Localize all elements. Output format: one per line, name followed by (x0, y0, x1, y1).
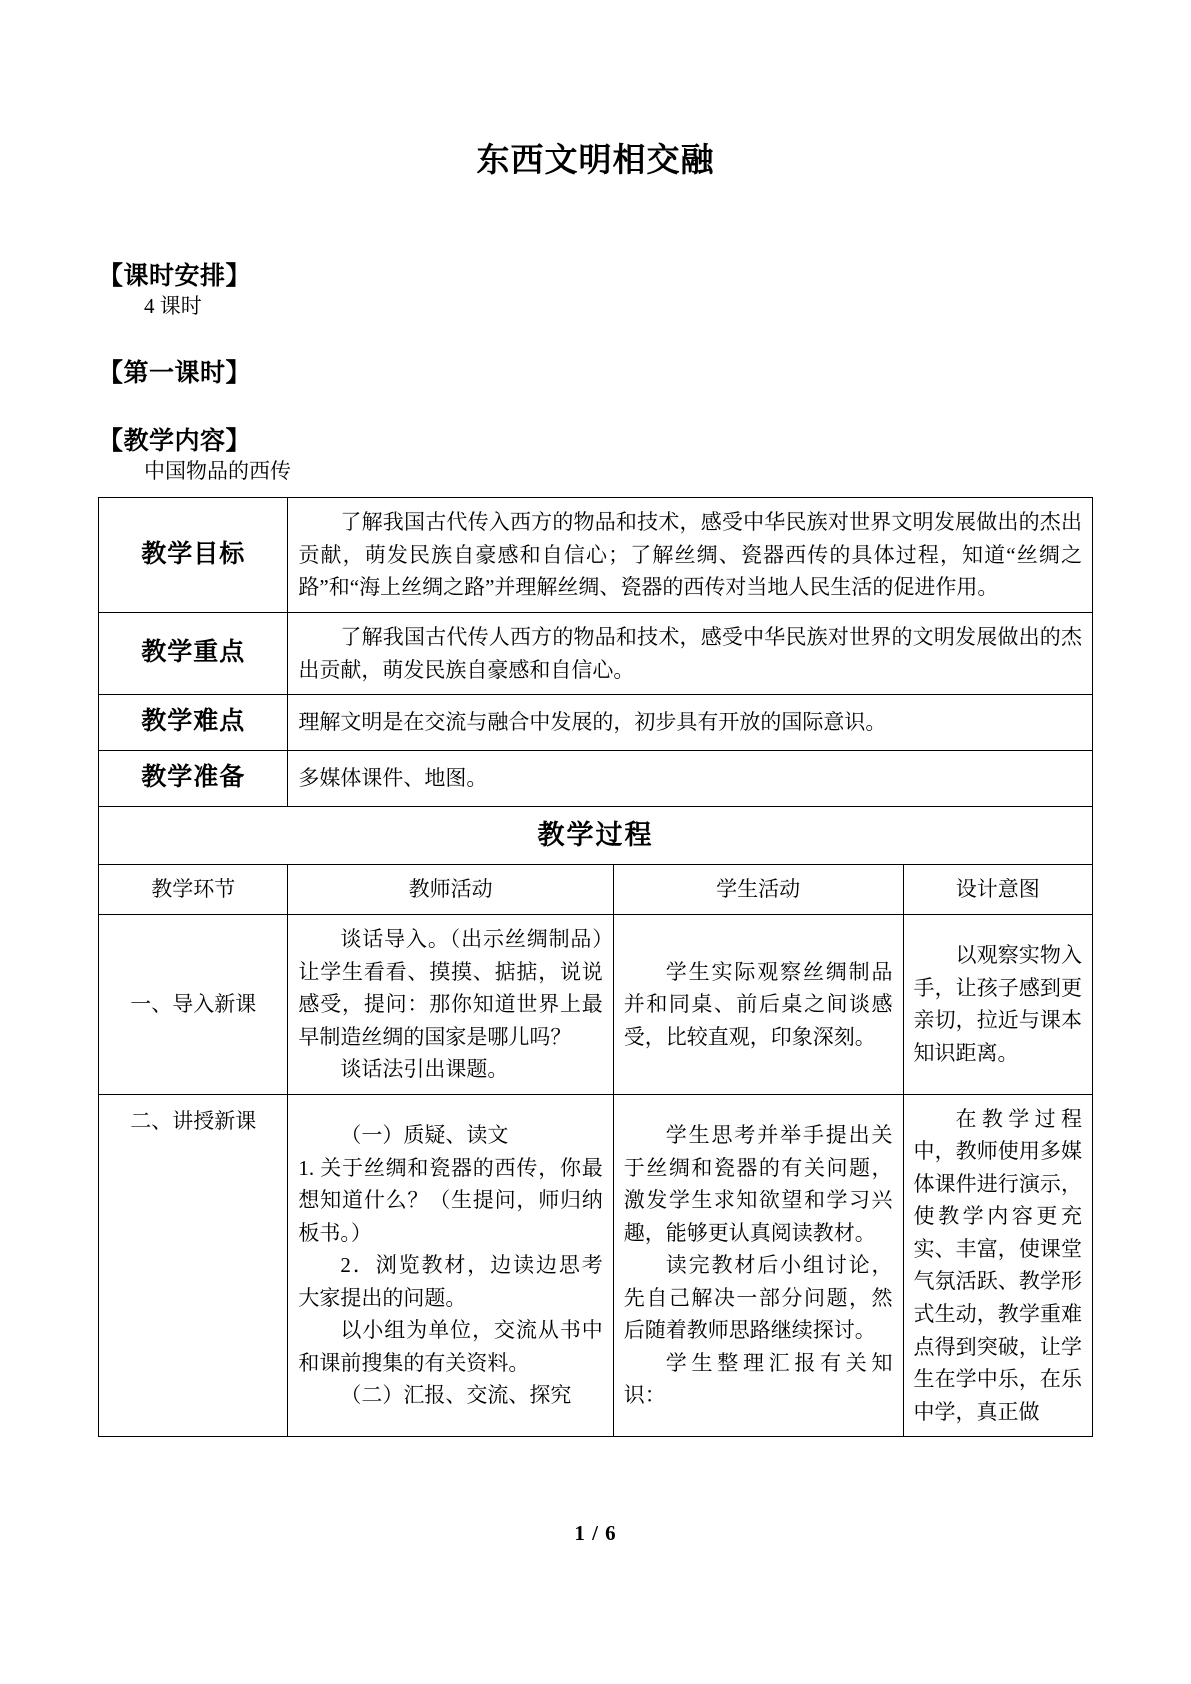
teacher-activity-2-p2: 1. 关于丝绸和瓷器的西传，你最想知道什么？（生提问，师归纳板书。） (298, 1155, 603, 1245)
column-header-student-activity: 学生活动 (613, 865, 903, 915)
class-schedule-value: 4 课时 (144, 294, 202, 319)
column-header-stage: 教学环节 (99, 865, 288, 915)
table-row-difficulty (99, 695, 1093, 751)
teacher-activity-2-p1: （一）质疑、读文 (340, 1122, 509, 1147)
lesson-plan-table (98, 497, 1093, 1437)
student-activity-2-p3: 学生整理汇报有关知识： (623, 1350, 893, 1408)
student-activity-1 (613, 914, 903, 1094)
section-heading-class-schedule: 【课时安排】 (98, 262, 252, 290)
design-intent-1 (903, 914, 1092, 1094)
section-heading-teaching-content: 【教学内容】 (98, 427, 252, 455)
process-banner: 教学过程 (99, 806, 1093, 865)
teacher-activity-2-p4: 以小组为单位，交流从书中和课前搜集的有关资料。 (298, 1318, 603, 1375)
page-footer: 1 / 6 (574, 1521, 617, 1545)
design-intent-1-p1: 以观察实物入手，让孩子感到更亲切，拉近与课本知识距离。 (913, 943, 1082, 1065)
page-title: 东西文明相交融 (476, 143, 715, 179)
design-intent-2 (903, 1094, 1092, 1436)
row-value-key-point (288, 612, 1093, 694)
row-value-difficulty (288, 695, 1093, 751)
column-header-teacher-activity: 教师活动 (288, 865, 613, 915)
row-label-difficulty: 教学难点 (99, 695, 288, 751)
table-row-objective (99, 498, 1093, 613)
teacher-activity-2-p3: 2．浏览教材，边读边思考大家提出的问题。 (298, 1253, 603, 1310)
teacher-activity-2-p5: （二）汇报、交流、探究 (340, 1383, 572, 1408)
student-activity-2 (613, 1094, 903, 1436)
row-value-objective (288, 498, 1093, 613)
difficulty-paragraph: 理解文明是在交流与融合中发展的，初步具有开放的国际意识。 (298, 710, 887, 735)
teacher-activity-1 (288, 914, 613, 1094)
stage-label-2: 二、讲授新课 (99, 1094, 288, 1436)
student-activity-1-p1: 学生实际观察丝绸制品并和同桌、前后桌之间谈感受，比较直观，印象深刻。 (623, 959, 893, 1049)
stage-label-1: 一、导入新课 (99, 914, 288, 1094)
student-activity-2-p2: 读完教材后小组讨论，先自己解决一部分问题，然后随着教师思路继续探讨。 (623, 1253, 893, 1343)
table-header-row (99, 865, 1093, 915)
table-row-process-banner (99, 806, 1093, 865)
teacher-activity-2 (288, 1094, 613, 1436)
design-intent-2-p1: 在教学过程中，教师使用多媒体课件进行演示，使教学内容更充实、丰富，使课堂气氛活跃、教学形式生动，教学重难点得到突破，让学生在学中乐，在乐中学，真正做 (913, 1106, 1082, 1424)
table-row-preparation (99, 750, 1093, 806)
section-heading-first-period: 【第一课时】 (98, 360, 252, 388)
column-header-design-intent: 设计意图 (903, 865, 1092, 915)
teacher-activity-1-p1: 谈话导入。（出示丝绸制品）让学生看看、摸摸、掂掂，说说感受，提问：那你知道世界上最早制造丝绸的国家是哪儿吗？ (298, 926, 603, 1049)
row-value-preparation (288, 750, 1093, 806)
table-row-stage-2 (99, 1094, 1093, 1436)
table-row-key-point (99, 612, 1093, 694)
teacher-activity-1-p2: 谈话法引出课题。 (340, 1057, 509, 1082)
row-label-objective: 教学目标 (99, 498, 288, 613)
row-label-preparation: 教学准备 (99, 750, 288, 806)
key-point-paragraph: 了解我国古代传人西方的物品和技术，感受中华民族对世界的文明发展做出的杰出贡献，萌发民族自豪感和自信心。 (298, 624, 1082, 682)
student-activity-2-p1: 学生思考并举手提出关于丝绸和瓷器的有关问题，激发学生求知欲望和学习兴趣，能够更认真阅读教材。 (623, 1122, 893, 1245)
preparation-paragraph: 多媒体课件、地图。 (298, 765, 488, 790)
objective-paragraph: 了解我国古代传入西方的物品和技术，感受中华民族对世界文明发展做出的杰出贡献，萌发民族自豪感和自信心；了解丝绸、瓷器西传的具体过程，知道“丝绸之路”和“海上丝绸之路”并理解丝绸、瓷器的西传对当地人民生活的促进作用。 (298, 510, 1082, 600)
table-row-stage-1 (99, 914, 1093, 1094)
teaching-content-value: 中国物品的西传 (144, 458, 291, 483)
row-label-key-point: 教学重点 (99, 612, 288, 694)
